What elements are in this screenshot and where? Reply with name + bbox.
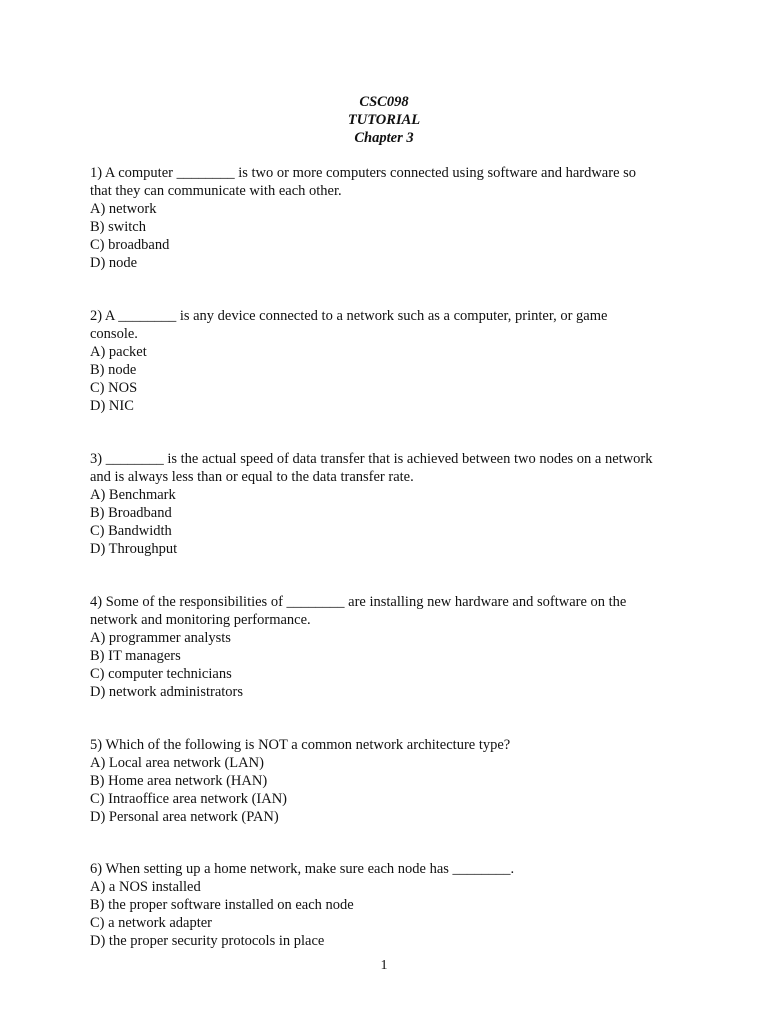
answer-option: C) a network adapter (90, 915, 212, 931)
answer-option: D) NIC (90, 398, 134, 414)
course-code: CSC098 (359, 94, 409, 110)
answer-option: B) switch (90, 219, 146, 235)
question-5 (90, 736, 690, 826)
question-stem: 5) Which of the following is NOT a common network architecture type? (90, 737, 511, 753)
answer-option: D) the proper security protocols in place (90, 933, 325, 949)
answer-option: D) Throughput (90, 541, 178, 557)
answer-option: B) IT managers (90, 648, 181, 664)
answer-option: B) node (90, 362, 137, 378)
answer-option: C) NOS (90, 380, 138, 396)
answer-option: D) network administrators (90, 684, 244, 700)
page-number: 1 (380, 958, 388, 973)
answer-option: A) packet (90, 344, 147, 360)
answer-option: B) the proper software installed on each node (90, 897, 354, 913)
answer-option: B) Broadband (90, 505, 172, 521)
question-stem-continued: network and monitoring performance. (90, 612, 311, 628)
answer-option: A) programmer analysts (90, 630, 231, 646)
answer-option: A) Local area network (LAN) (90, 755, 264, 771)
answer-option: C) Bandwidth (90, 523, 172, 539)
document-type: TUTORIAL (347, 112, 421, 128)
chapter-title: Chapter 3 (354, 130, 414, 146)
question-stem: 1) A computer ________ is two or more computers connected using software and hardware so (90, 165, 637, 181)
question-6 (90, 860, 690, 950)
answer-option: C) broadband (90, 237, 170, 253)
question-1 (90, 164, 690, 272)
answer-option: C) Intraoffice area network (IAN) (90, 791, 287, 807)
question-2 (90, 307, 690, 415)
answer-option: C) computer technicians (90, 666, 232, 682)
answer-option: A) Benchmark (90, 487, 176, 503)
answer-option: B) Home area network (HAN) (90, 773, 268, 789)
question-stem-continued: console. (90, 326, 138, 342)
question-stem: 3) ________ is the actual speed of data transfer that is achieved between two nodes on a network (90, 451, 653, 467)
answer-option: A) a NOS installed (90, 879, 201, 895)
answer-option: A) network (90, 201, 157, 217)
answer-option: D) node (90, 255, 138, 271)
question-3 (90, 450, 690, 558)
question-stem: 6) When setting up a home network, make sure each node has ________. (90, 861, 515, 877)
question-stem: 2) A ________ is any device connected to a network such as a computer, printer, or game (90, 308, 608, 324)
question-stem-continued: and is always less than or equal to the data transfer rate. (90, 469, 414, 485)
question-stem: 4) Some of the responsibilities of ________ are installing new hardware and software on the (90, 594, 627, 610)
question-4 (90, 593, 690, 701)
question-stem-continued: that they can communicate with each other. (90, 183, 342, 199)
document-header (0, 93, 768, 147)
answer-option: D) Personal area network (PAN) (90, 809, 279, 825)
